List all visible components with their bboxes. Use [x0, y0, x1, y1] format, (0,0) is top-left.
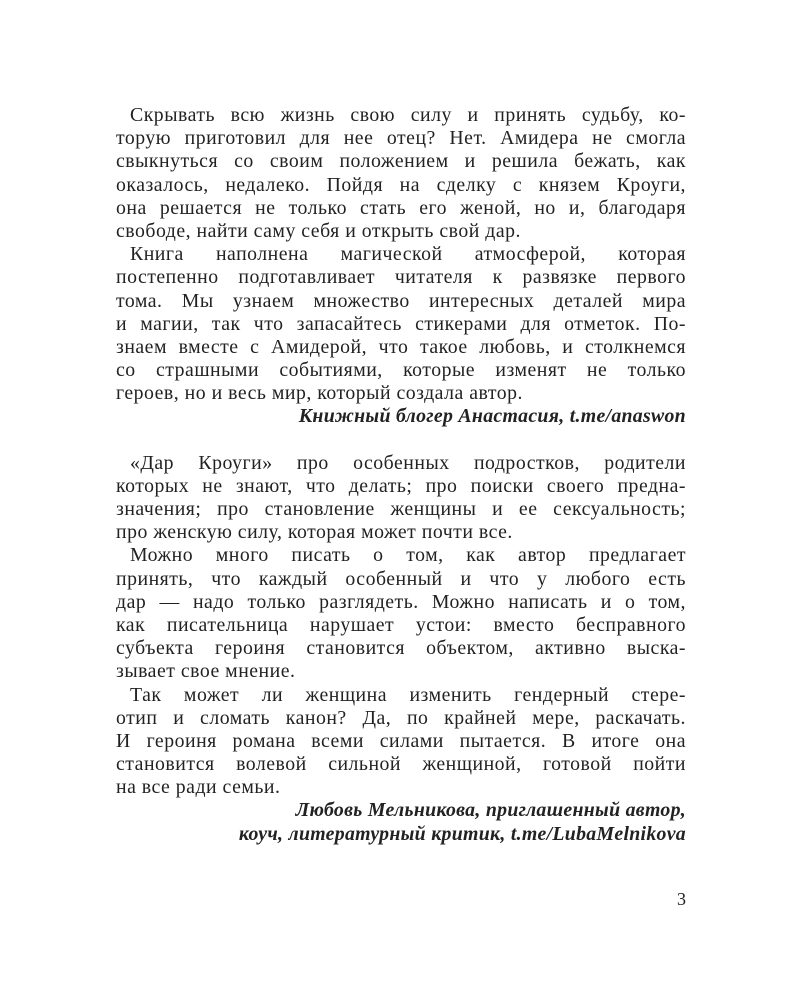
paragraph-line: знаем вместе с Амидерой, что такое любовь, и столкнемся [116, 335, 686, 358]
paragraph-line: «Дар Кроуги» про особенных подростков, родители [130, 451, 686, 474]
paragraph-line: зывает свое мнение. [116, 660, 296, 683]
paragraph-line: которых не знают, что делать; про поиски своего предна- [116, 474, 686, 497]
paragraph-line: становится волевой сильной женщиной, готовой пойти [116, 753, 686, 776]
paragraph-line: И героиня романа всеми силами пытается. В итоге она [116, 729, 686, 752]
paragraph-line: со страшными событиями, которые изменят не только [116, 359, 686, 382]
paragraph-line: она решается не только стать его женой, но и, благодаря [116, 196, 686, 219]
page-number: 3 [677, 889, 686, 909]
page-body [116, 104, 686, 846]
paragraph-line: постепенно подготавливает читателя к развязке первого [116, 266, 686, 289]
paragraph-line: Скрывать всю жизнь свою силу и принять судьбу, ко- [130, 104, 686, 126]
paragraph-line: принять, что каждый особенный и что у любого есть [116, 567, 686, 590]
paragraph-line: героев, но и весь мир, который создала автор. [116, 382, 523, 405]
review-1 [116, 104, 686, 429]
review-2-signature-line-2: коуч, литературный критик, t.me/LubaMelnikova [238, 822, 686, 845]
review-2-signature-line-1: Любовь Мельникова, приглашенный автор, [295, 799, 686, 822]
paragraph-line: оказалось, недалеко. Пойдя на сделку с князем Кроуги, [116, 173, 686, 196]
paragraph-line: торую приготовил для нее отец? Нет. Амидера не смогла [116, 127, 686, 150]
paragraph-line: свободе, найти саму себя и открыть свой дар. [116, 219, 521, 242]
paragraph-line: и магии, так что запасайтесь стикерами для отметок. По- [116, 312, 686, 335]
section-gap [116, 429, 686, 452]
paragraph-line: свыкнуться со своим положением и решила бежать, как [116, 150, 686, 173]
paragraph-line: Книга наполнена магической атмосферой, которая [130, 243, 686, 266]
paragraph-line: на все ради семьи. [116, 776, 281, 799]
review-2 [116, 452, 686, 846]
paragraph-line: Можно много писать о том, как автор предлагает [130, 544, 686, 567]
paragraph-line: дар — надо только разглядеть. Можно написать и о том, [116, 590, 686, 613]
paragraph-line: про женскую силу, которая может почти все. [116, 521, 513, 544]
review-1-signature: Книжный блогер Анастасия, t.me/anaswon [298, 405, 686, 428]
paragraph-line: Так может ли женщина изменить гендерный стере- [130, 683, 686, 706]
paragraph-line: значения; про становление женщины и ее сексуальность; [116, 498, 686, 520]
paragraph-line: тома. Мы узнаем множество интересных деталей мира [116, 289, 686, 312]
paragraph-line: субъекта героиня становится объектом, активно выска- [116, 637, 686, 660]
paragraph-line: отип и сломать канон? Да, по крайней мере, раскачать. [116, 706, 686, 729]
paragraph-line: как писательница нарушает устои: вместо бесправного [116, 613, 686, 636]
